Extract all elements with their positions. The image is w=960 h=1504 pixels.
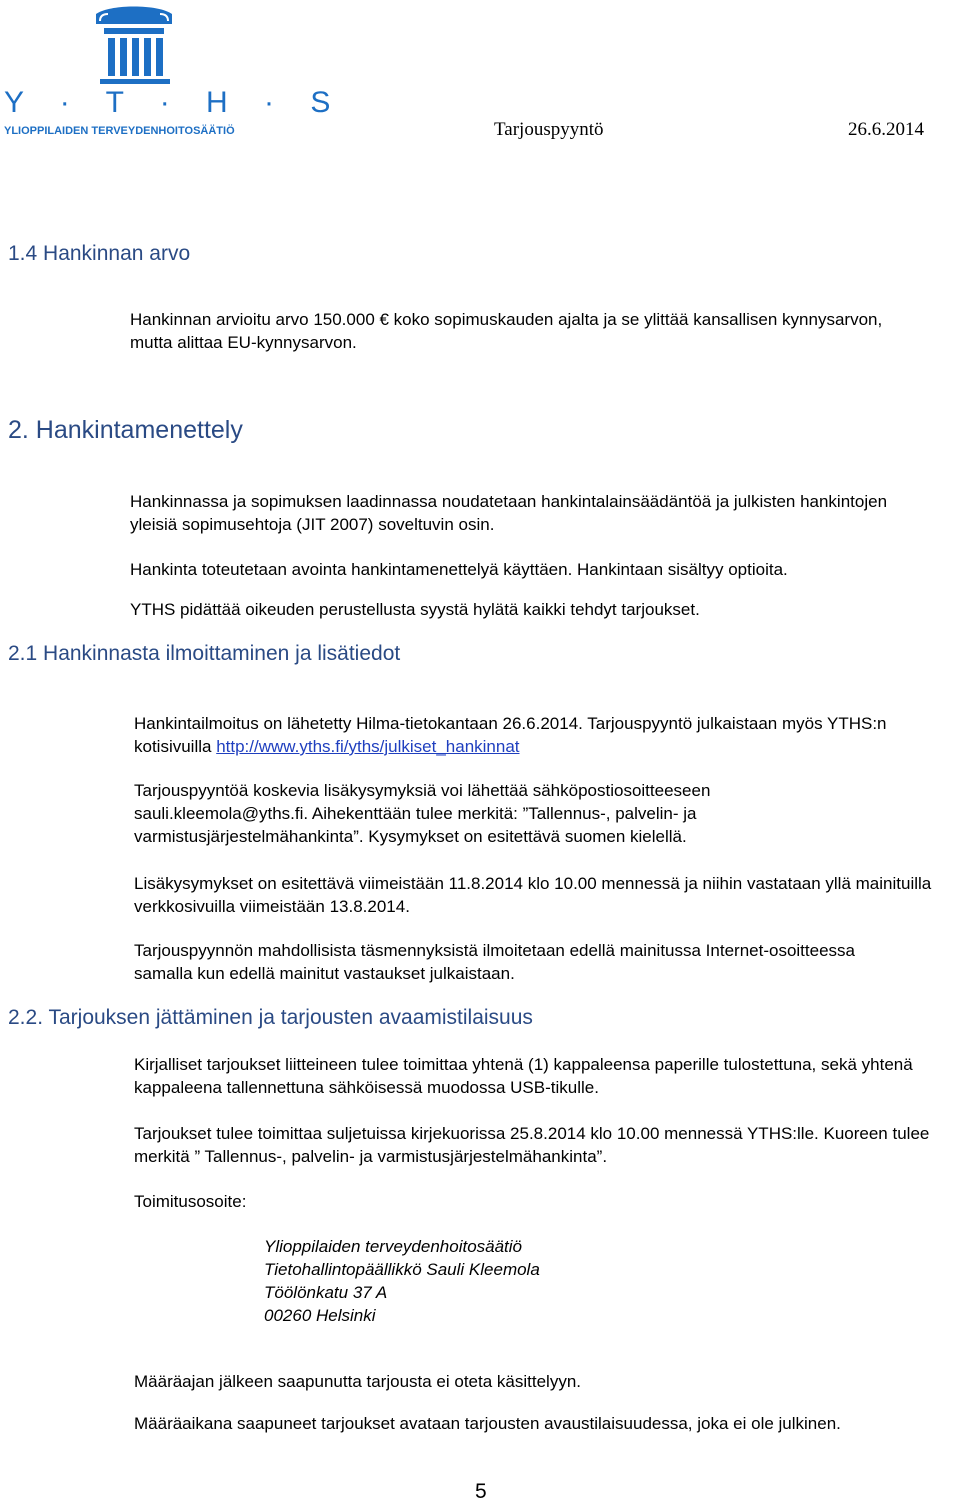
- paragraph-with-link: Hankintailmoitus on lähetetty Hilma-tietokantaan 26.6.2014. Tarjouspyyntö julkaistaan myös YTHS:n kotisivuilla http://www.yths.fi/yths/julkiset_hankinnat: [134, 714, 887, 756]
- pillar-emblem-icon: [96, 7, 172, 85]
- logo-tagline: YLIOPPILAIDEN TERVEYDENHOITOSÄÄTIÖ: [4, 125, 235, 137]
- delivery-address: [264, 1235, 540, 1327]
- paragraph: Hankinnan arvioitu arvo 150.000 € koko sopimuskauden ajalta ja se ylittää kansallisen kynnysarvon, mutta alittaa EU-kynnysarvon.: [130, 310, 883, 352]
- section-heading-2-2: 2.2. Tarjouksen jättäminen ja tarjousten avaamistilaisuus: [8, 1006, 533, 1029]
- paragraph: YTHS pidättää oikeuden perustellusta syystä hylätä kaikki tehdyt tarjoukset.: [130, 600, 700, 619]
- section-heading-2: 2. Hankintamenettely: [8, 416, 243, 444]
- paragraph: Hankinnassa ja sopimuksen laadinnassa noudatetaan hankintalainsäädäntöä ja julkisten hankintojen yleisiä sopimusehtoja (JIT 2007) soveltuvin osin.: [130, 492, 888, 534]
- paragraph: Kirjalliset tarjoukset liitteineen tulee toimittaa yhtenä (1) kappaleensa paperille tulostettuna, sekä yhtenä kappaleena tallennettuna sähköisessä muodossa USB-tikulle.: [134, 1055, 913, 1097]
- paragraph: Määräaikana saapuneet tarjoukset avataan tarjousten avaustilaisuudessa, joka ei ole julkinen.: [134, 1414, 841, 1433]
- address-line: 00260 Helsinki: [264, 1306, 376, 1325]
- paragraph: Tarjouspyyntöä koskevia lisäkysymyksiä voi lähettää sähköpostiosoitteeseen sauli.kleemola@yths.fi. Aihekenttään tulee merkitä: ”Tallennus-, palvelin- ja varmistusjärjestelmähankinta”. Kysymykset on esitettävä suomen kielellä.: [134, 781, 711, 846]
- yths-procurement-link[interactable]: http://www.yths.fi/yths/julkiset_hankinnat: [216, 737, 520, 756]
- document-title: Tarjouspyyntö: [494, 119, 604, 140]
- address-line: Ylioppilaiden terveydenhoitosäätiö: [264, 1237, 523, 1256]
- paragraph: Hankinta toteutetaan avointa hankintamenettelyä käyttäen. Hankintaan sisältyy optioita.: [130, 560, 788, 579]
- paragraph: Toimitusosoite:: [134, 1192, 247, 1211]
- paragraph: Määräajan jälkeen saapunutta tarjousta ei oteta käsittelyyn.: [134, 1372, 581, 1391]
- address-line: Töölönkatu 37 A: [264, 1283, 388, 1302]
- document-date: 26.6.2014: [848, 119, 924, 140]
- section-heading-1-4: 1.4 Hankinnan arvo: [8, 242, 191, 265]
- paragraph: Tarjoukset tulee toimittaa suljetuissa kirjekuorissa 25.8.2014 klo 10.00 mennessä YTHS:lle. Kuoreen tulee merkitä ” Tallennus-, palvelin- ja varmistusjärjestelmähankinta”.: [134, 1124, 930, 1166]
- paragraph: Tarjouspyynnön mahdollisista täsmennyksistä ilmoitetaan edellä mainitussa Internet-osoitteessa samalla kun edellä mainitut vastaukset julkaistaan.: [134, 941, 855, 983]
- paragraph: Lisäkysymykset on esitettävä viimeistään 11.8.2014 klo 10.00 mennessä ja niihin vastataan yllä mainituilla verkkosivuilla viimeistään 13.8.2014.: [134, 874, 932, 916]
- page-number: 5: [475, 1480, 487, 1503]
- section-heading-2-1: 2.1 Hankinnasta ilmoittaminen ja lisätiedot: [8, 642, 401, 665]
- logo-letters: Y · T · H · S: [4, 86, 345, 119]
- yths-logo: [0, 0, 345, 150]
- address-line: Tietohallintopäällikkö Sauli Kleemola: [264, 1260, 540, 1279]
